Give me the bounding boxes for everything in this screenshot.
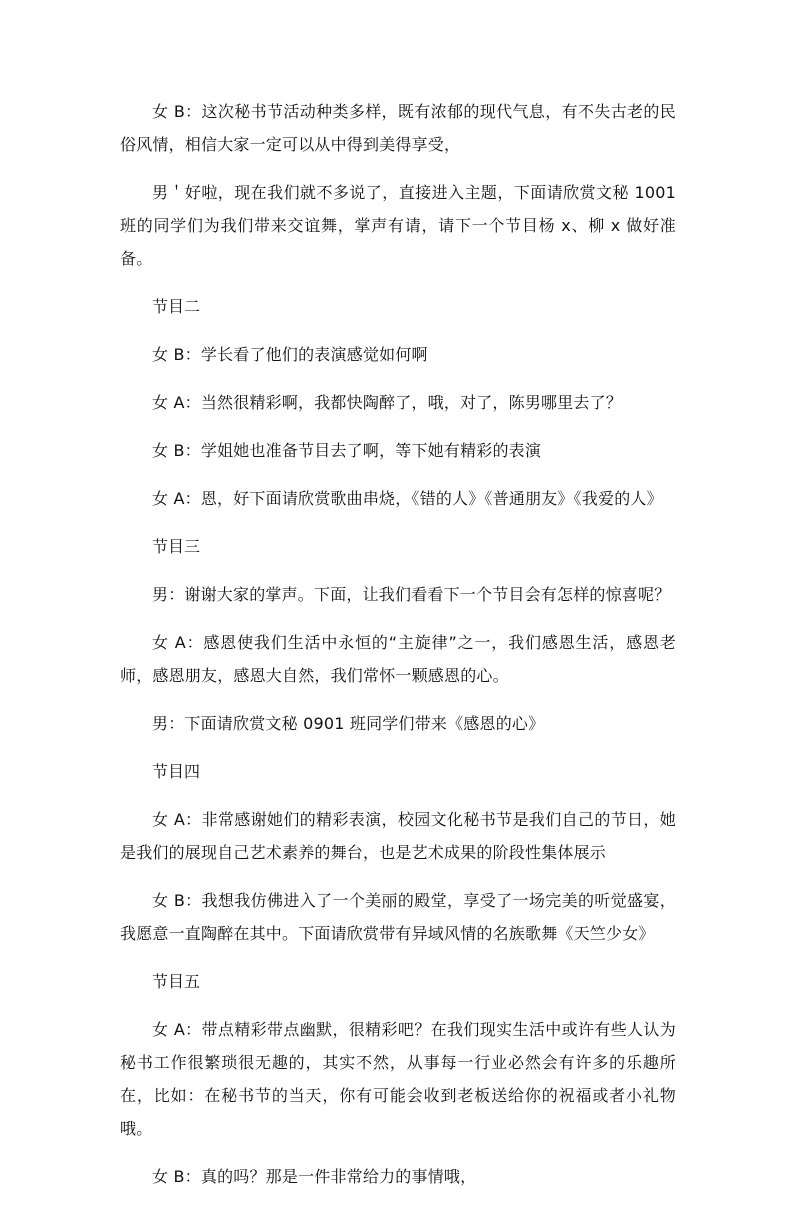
program-heading: 节目三 bbox=[152, 537, 201, 556]
dialogue-paragraph: 女 B：学长看了他们的表演感觉如何啊 bbox=[152, 345, 428, 364]
dialogue-paragraph: 男＇好啦，现在我们就不多说了，直接进入主题，下面请欣赏文秘 1001 班的同学们为我们带来交谊舞，掌声有请，请下一个节目杨 x、柳 x 做好准备。 bbox=[120, 183, 676, 268]
dialogue-paragraph: 女 B：我想我仿佛进入了一个美丽的殿堂，享受了一场完美的听觉盛宴，我愿意一直陶醉在其中。下面请欣赏带有异域风情的名族歌舞《天竺少女》 bbox=[120, 891, 676, 943]
program-heading: 节目二 bbox=[152, 297, 201, 316]
dialogue-paragraph: 女 B：这次秘书节活动种类多样，既有浓郁的现代气息，有不失古老的民俗风情，相信大家一定可以从中得到美得享受， bbox=[120, 102, 676, 154]
dialogue-paragraph: 女 A：带点精彩带点幽默，很精彩吧？在我们现实生活中或许有些人认为秘书工作很繁琐很无趣的，其实不然，从事每一行业必然会有许多的乐趣所在，比如：在秘书节的当天，你有可能会收到老板送给你的祝福或者小礼物哦。 bbox=[120, 1020, 676, 1138]
dialogue-paragraph: 女 A：感恩使我们生活中永恒的“主旋律”之一，我们感恩生活，感恩老师，感恩朋友，感恩大自然，我们常怀一颗感恩的心。 bbox=[120, 633, 676, 685]
dialogue-paragraph: 女 A：非常感谢她们的精彩表演，校园文化秘书节是我们自己的节日，她是我们的展现自己艺术素养的舞台，也是艺术成果的阶段性集体展示 bbox=[120, 810, 676, 862]
dialogue-paragraph: 女 A：恩，好下面请欣赏歌曲串烧，《错的人》《普通朋友》《我爱的人》 bbox=[152, 489, 663, 508]
document-body bbox=[120, 95, 676, 1208]
dialogue-paragraph: 女 A：当然很精彩啊，我都快陶醉了，哦，对了，陈男哪里去了？ bbox=[152, 393, 623, 412]
dialogue-paragraph: 女 B：学姐她也准备节目去了啊，等下她有精彩的表演 bbox=[152, 441, 542, 460]
dialogue-paragraph: 女 B：真的吗？那是一件非常给力的事情哦， bbox=[152, 1167, 477, 1186]
program-heading: 节目四 bbox=[152, 762, 201, 781]
dialogue-paragraph: 男：下面请欣赏文秘 0901 班同学们带来《感恩的心》 bbox=[152, 714, 545, 733]
dialogue-paragraph: 男：谢谢大家的掌声。下面，让我们看看下一个节目会有怎样的惊喜呢？ bbox=[152, 585, 671, 604]
program-heading: 节目五 bbox=[152, 972, 201, 991]
